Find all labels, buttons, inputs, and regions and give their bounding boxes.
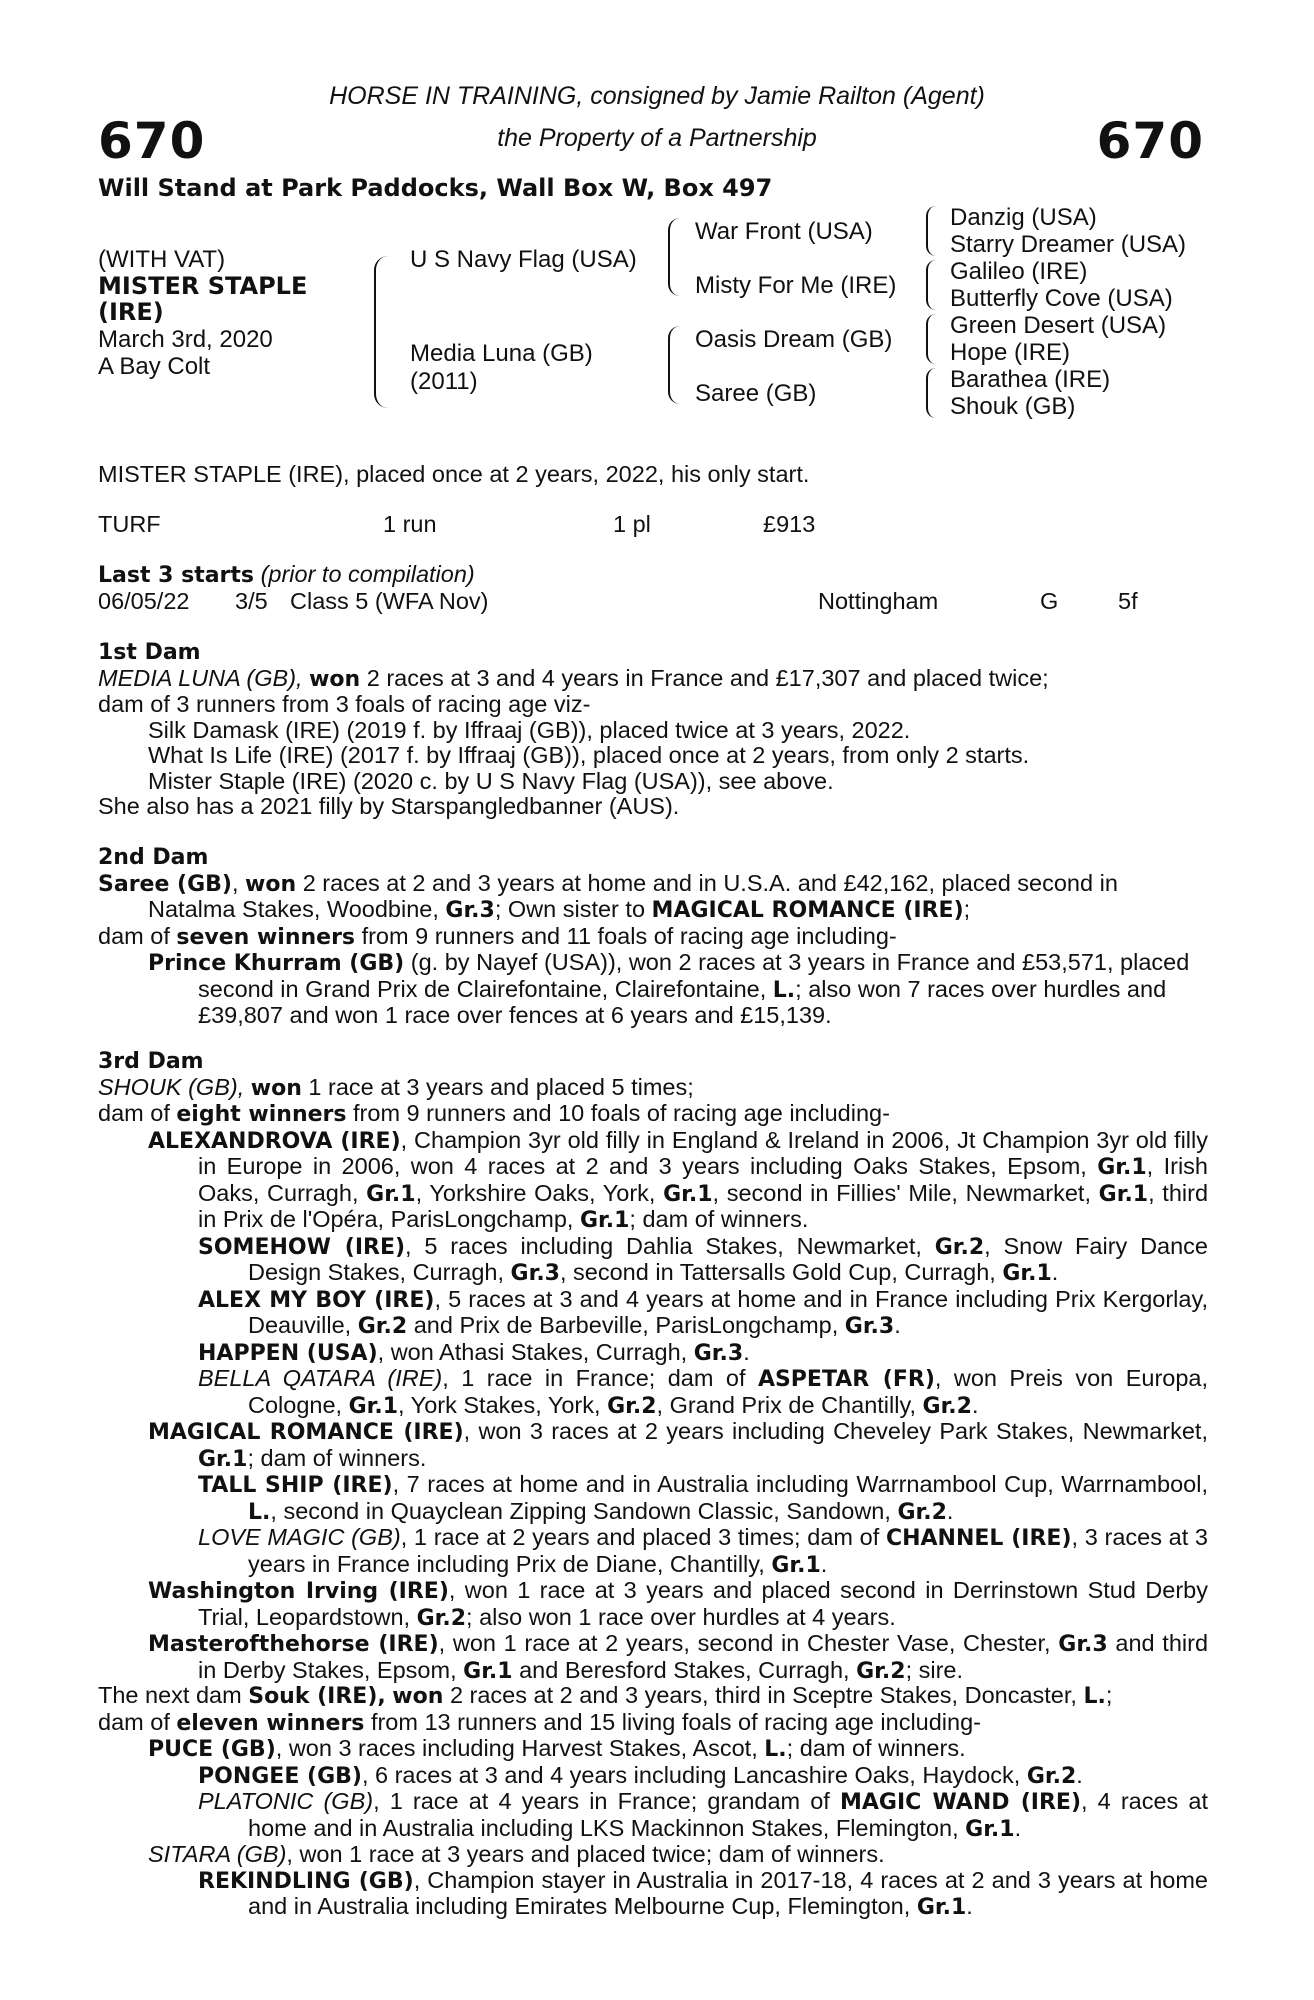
puce: PUCE (GB)	[148, 1737, 276, 1762]
ds-brace	[926, 314, 936, 364]
winners-count: eight winners	[176, 1102, 347, 1127]
bella-qatara: BELLA QATARA (IRE)	[198, 1365, 443, 1391]
prince-text: (g. by Nayef (USA)), won 2 races at 3 years in France and £53,571, placed second in Grand Prix de Clairefontaine, Clairefontaine,	[198, 949, 1190, 1002]
second-dam-text2: ; Own sister to	[494, 896, 646, 922]
listed-badge: L.	[1083, 1684, 1106, 1709]
alex-text2: , Irish Oaks, Curragh,	[198, 1153, 1208, 1206]
dam-brace	[668, 326, 680, 404]
second-dam-name: Saree (GB)	[98, 871, 232, 897]
dam-sire: Oasis Dream (GB)	[695, 326, 893, 353]
alex-text: , Champion 3yr old filly in England & Ireland in 2006, Jt Champion 3yr old filly in Europe in 2006, won 4 races at 2 and 3 years including Oaks Stakes, Epsom,	[198, 1126, 1208, 1179]
dam-of-rest: from 13 runners and 15 living foals of racing age including-	[370, 1708, 981, 1735]
love-magic: LOVE MAGIC (GB)	[198, 1524, 401, 1550]
grade-badge: Gr.2	[357, 1314, 408, 1339]
master-text4: ; sire.	[905, 1656, 964, 1683]
washington-text: , won 1 race at 3 years and placed second in Derrinstown Stud Derby Trial, Leopardstown,	[198, 1577, 1208, 1630]
aspetar-text: , won Preis von Europa, Cologne,	[248, 1365, 1209, 1418]
grade-badge: Gr.3	[1058, 1632, 1108, 1657]
sire-dam: Misty For Me (IRE)	[695, 272, 897, 299]
grade-badge: Gr.3	[844, 1314, 895, 1339]
love-text: , 1 race at 2 years and placed 3 times; dam of	[400, 1524, 880, 1550]
next-dam-text: 2 races at 2 and 3 years, third in Sceptre Stakes, Doncaster,	[449, 1682, 1077, 1708]
horse-name: MISTER STAPLE	[98, 272, 308, 300]
period: .	[1076, 1761, 1083, 1788]
grade-badge: Gr.1	[916, 1895, 967, 1920]
dam-dam-sire: Barathea (IRE)	[950, 366, 1111, 393]
alex-text6: ; dam of winners.	[629, 1206, 809, 1232]
first-dam-heading: 1st Dam	[98, 640, 201, 665]
aspetar-text2: , York Stakes, York,	[398, 1391, 601, 1418]
next-dam-won: won	[392, 1684, 444, 1709]
sd-brace	[926, 260, 936, 310]
consignment-line: HORSE IN TRAINING, consigned by Jamie Railton (Agent)	[329, 82, 985, 110]
grade-badge: Gr.2	[1026, 1763, 1077, 1789]
listed-badge: L.	[764, 1737, 787, 1762]
stand-location: Will Stand at Park Paddocks, Wall Box W, Box 497	[98, 174, 773, 202]
period: .	[894, 1312, 901, 1338]
tall-text2: , second in Quayclean Zipping Sandown Classic, Sandown,	[270, 1497, 891, 1524]
bella-text: , 1 race in France; dam of	[442, 1365, 746, 1391]
progeny-3: Mister Staple (IRE) (2020 c. by U S Navy Flag (USA)), see above.	[148, 767, 834, 794]
ss-brace	[926, 206, 936, 256]
dam-of: dam of	[98, 1100, 170, 1126]
first-dam-produce: dam of 3 runners from 3 foals of racing age viz-	[98, 691, 591, 717]
period: .	[971, 1391, 979, 1418]
progeny-2: What Is Life (IRE) (2017 f. by Iffraaj (GB)), placed once at 2 years, from only 2 starts.	[148, 742, 1030, 768]
record-placed: 1 pl	[613, 511, 651, 537]
puce-text: , won 3 races including Harvest Stakes, Ascot,	[275, 1735, 758, 1761]
period: .	[1014, 1814, 1022, 1841]
sire-sire-dam: Starry Dreamer (USA)	[950, 231, 1187, 258]
dam-dam: Saree (GB)	[695, 380, 817, 407]
somehow-text3: , second in Tattersalls Gold Cup, Curragh,	[559, 1259, 996, 1285]
listed-badge: L.	[772, 977, 796, 1003]
horse-description: A Bay Colt	[98, 353, 211, 380]
grade-badge: Gr.1	[965, 1816, 1015, 1842]
last-starts-heading: Last 3 starts	[98, 563, 255, 588]
dam-of-rest: from 9 runners and 10 foals of racing age including-	[353, 1100, 890, 1126]
race-record	[98, 512, 1208, 538]
record-runs: 1 run	[383, 511, 437, 537]
dam-year: (2011)	[410, 368, 478, 395]
grade-badge: Gr.1	[1002, 1261, 1052, 1286]
prince-text2: ; also won 7 races over hurdles and £39,807 and won 1 race over fences at 6 years and £15,139.	[198, 975, 1167, 1028]
alexboy-text2: and Prix de Barbeville, ParisLongchamp,	[413, 1312, 839, 1338]
record-surface: TURF	[98, 511, 161, 537]
aspetar-text3: , Grand Prix de Chantilly,	[656, 1391, 916, 1418]
progeny-1: Silk Damask (IRE) (2019 f. by Iffraaj (GB)), placed twice at 3 years, 2022.	[148, 716, 911, 743]
puce-text2: ; dam of winners.	[786, 1735, 966, 1761]
sire-dam-brace	[374, 256, 388, 408]
channel-text: , 3 races at 3 years in France including Prix de Diane, Chantilly,	[248, 1524, 1209, 1577]
start-distance: 5f	[1118, 587, 1138, 614]
third-dam-section	[98, 1049, 1208, 1684]
dam-sire-sire: Green Desert (USA)	[950, 312, 1167, 339]
grade-badge: Gr.1	[663, 1181, 713, 1207]
property-line: the Property of a Partnership	[497, 124, 817, 152]
lot-number-left: 670	[98, 112, 206, 170]
last-starts	[98, 562, 1208, 614]
dam-name: Media Luna (GB)	[410, 340, 593, 367]
start-course: Nottingham	[818, 587, 939, 614]
sire-dam-dam: Butterfly Cove (USA)	[950, 285, 1173, 312]
masterofthehorse: Masterofthehorse (IRE)	[148, 1632, 439, 1657]
grade-badge: Gr.2	[856, 1658, 906, 1684]
dam-of-rest: from 9 runners and 11 foals of racing age including-	[361, 922, 897, 949]
start-race: Class 5 (WFA Nov)	[290, 587, 489, 614]
magical-text2: ; dam of winners.	[247, 1444, 427, 1471]
third-dam-text: 1 race at 3 years and placed 5 times;	[308, 1073, 694, 1100]
pongee: PONGEE (GB)	[198, 1763, 362, 1789]
grade-badge: Gr.2	[897, 1499, 947, 1525]
period: .	[966, 1893, 973, 1919]
master-text3: and Beresford Stakes, Curragh,	[519, 1656, 850, 1683]
platonic-text: , 1 race at 4 years in France; grandam of	[373, 1788, 830, 1814]
alexandrova: ALEXANDROVA (IRE)	[148, 1128, 401, 1154]
somehow: SOMEHOW (IRE)	[198, 1234, 406, 1260]
pongee-text: , 6 races at 3 and 4 years including Lancashire Oaks, Haydock,	[361, 1761, 1021, 1788]
period: .	[820, 1550, 828, 1577]
third-dam-name: SHOUK (GB),	[98, 1073, 245, 1100]
dam-of: dam of	[98, 1708, 170, 1735]
somehow-text2: , Snow Fairy Dance Design Stakes, Curragh,	[248, 1232, 1208, 1285]
second-dam-text: 2 races at 2 and 3 years at home and in U.S.A. and £42,162, placed second in Natalma Stakes, Woodbine,	[148, 869, 1118, 922]
third-dam-heading: 3rd Dam	[98, 1049, 204, 1074]
second-dam-text3: ;	[963, 896, 971, 922]
aspetar: ASPETAR (FR)	[757, 1367, 935, 1392]
channel: CHANNEL (IRE)	[885, 1526, 1072, 1551]
sitara-text: , won 1 race at 3 years and placed twice; dam of winners.	[286, 1841, 885, 1867]
grade-badge: Gr.1	[1098, 1181, 1149, 1207]
happen-text: , won Athasi Stakes, Curragh,	[377, 1338, 688, 1365]
sire-brace	[668, 218, 680, 296]
first-dam-won: won	[309, 666, 361, 692]
start-date: 06/05/22	[98, 587, 190, 614]
next-dam-name: Souk (IRE),	[248, 1684, 386, 1709]
prince-khurram: Prince Khurram (GB)	[148, 951, 405, 976]
grade-badge: Gr.2	[607, 1393, 657, 1419]
first-dam-record: 2 races at 3 and 4 years in France and £17,307 and placed twice;	[366, 664, 1049, 691]
grade-badge: Gr.3	[510, 1261, 560, 1286]
second-dam-won: won	[245, 871, 297, 897]
grade-badge: Gr.1	[771, 1552, 821, 1578]
alexboy-text: , 5 races at 3 and 4 years at home and in France including Prix Kergorlay, Deauville,	[248, 1285, 1209, 1338]
master-text2: and third in Derby Stakes, Epsom,	[198, 1630, 1209, 1683]
dam-sire-dam: Hope (IRE)	[950, 339, 1071, 366]
first-dam-also: She also has a 2021 filly by Starspangledbanner (AUS).	[98, 793, 680, 819]
grade-badge: Gr.2	[416, 1605, 467, 1631]
somehow-text: , 5 races including Dahlia Stakes, Newmarket,	[405, 1232, 922, 1259]
first-dam-name: MEDIA LUNA (GB),	[98, 664, 303, 691]
alex-my-boy: ALEX MY BOY (IRE)	[198, 1287, 435, 1313]
period: .	[1051, 1259, 1059, 1285]
grade-badge: Gr.1	[198, 1446, 248, 1472]
race-summary	[98, 462, 1208, 488]
foaling-date: March 3rd, 2020	[98, 326, 273, 353]
grade-badge: Gr.1	[348, 1393, 399, 1419]
alex-text5: , third in Prix de l'Opéra, ParisLongchamp,	[198, 1179, 1209, 1232]
rekindling-text: , Champion stayer in Australia in 2017-18, 4 races at 2 and 3 years at home and in Australia including Emirates Melbourne Cup, Flemington,	[248, 1866, 1209, 1919]
wand-text: , 4 races at home and in Australia including LKS Mackinnon Stakes, Flemington,	[248, 1788, 1209, 1841]
sire-sire-sire: Danzig (USA)	[950, 204, 1097, 231]
second-dam-section: 2nd Dam Saree (GB), won 2 races at 2 and 3 years at home and in U.S.A. and £42,162, placed second in Natalma Stakes, Woodbine, Gr.3; Own sister to MAGICAL ROMANCE (IRE); dam of seven winners from 9 runners and 11 foals of racing age including- Prince Khurram (GB) (g. by Nayef (USA)), won 2 races at 3 years in France and £53,571, placed second in Grand Prix de Clairefontaine, Clairefontaine, L.; also won 7 races over hurdles and £39,807 and won 1 race over fences at 6 years and £15,139.	[98, 845, 1208, 1029]
alex-text3: , Yorkshire Oaks, York,	[415, 1179, 656, 1206]
grade-badge: Gr.1	[1097, 1155, 1147, 1180]
period: .	[946, 1497, 954, 1524]
second-dam-heading: 2nd Dam	[98, 845, 209, 870]
grade-badge: Gr.3	[693, 1340, 744, 1366]
last-starts-note: (prior to compilation)	[260, 561, 475, 587]
washington-irving: Washington Irving (IRE)	[148, 1579, 449, 1604]
tall-ship: TALL SHIP (IRE)	[198, 1473, 393, 1498]
start-going: G	[1040, 587, 1059, 614]
dd-brace	[926, 368, 936, 418]
summary-text: MISTER STAPLE (IRE), placed once at 2 years, 2022, his only start.	[98, 461, 810, 487]
winners-count: eleven winners	[176, 1710, 365, 1736]
period: .	[743, 1338, 750, 1365]
magical-text: , won 3 races at 2 years including Cheveley Park Stakes, Newmarket,	[463, 1418, 1208, 1444]
magic-wand: MAGIC WAND (IRE)	[839, 1790, 1082, 1815]
master-text: , won 1 race at 2 years, second in Chester Vase, Chester,	[438, 1630, 1051, 1656]
next-dam-intro: The next dam	[98, 1682, 242, 1708]
tall-text: , 7 races at home and in Australia including Warrnambool Cup, Warrnambool,	[392, 1471, 1208, 1497]
first-dam-section	[98, 640, 1208, 820]
grade-badge: Gr.1	[579, 1208, 630, 1233]
sitara: SITARA (GB)	[148, 1841, 287, 1867]
third-dam-won: won	[250, 1075, 302, 1101]
semicolon: ;	[1105, 1682, 1113, 1708]
sire-dam-sire: Galileo (IRE)	[950, 258, 1088, 285]
lot-number-right: 670	[1096, 112, 1204, 170]
dam-dam-dam: Shouk (GB)	[950, 393, 1076, 420]
record-earnings: £913	[763, 511, 816, 537]
listed-badge: L.	[248, 1499, 271, 1525]
magical-romance: MAGICAL ROMANCE (IRE)	[148, 1420, 464, 1445]
alex-text4: , second in Fillies' Mile, Newmarket,	[712, 1179, 1091, 1206]
grade-badge: Gr.3	[445, 898, 495, 923]
dam-of: dam of	[98, 922, 170, 949]
rekindling: REKINDLING (GB)	[198, 1868, 414, 1894]
grade-badge: Gr.2	[934, 1234, 985, 1260]
sire-name: U S Navy Flag (USA)	[410, 246, 637, 273]
sire-sire: War Front (USA)	[695, 218, 873, 245]
platonic: PLATONIC (GB)	[198, 1788, 374, 1814]
sister-name: MAGICAL ROMANCE (IRE)	[651, 898, 964, 923]
grade-badge: Gr.1	[366, 1181, 416, 1207]
washington-text2: ; also won 1 race over hurdles at 4 years.	[466, 1603, 896, 1630]
grade-badge: Gr.2	[922, 1393, 972, 1419]
next-dam-section	[98, 1683, 1208, 1921]
winners-count: seven winners	[176, 924, 356, 950]
last-start-row	[98, 589, 1208, 615]
start-position: 3/5	[235, 587, 268, 614]
happen: HAPPEN (USA)	[198, 1340, 378, 1366]
vat-note: (WITH VAT)	[98, 246, 226, 273]
horse-name-suffix: (IRE)	[98, 298, 164, 326]
grade-badge: Gr.1	[463, 1658, 513, 1684]
pedigree-table	[0, 0, 1314, 440]
